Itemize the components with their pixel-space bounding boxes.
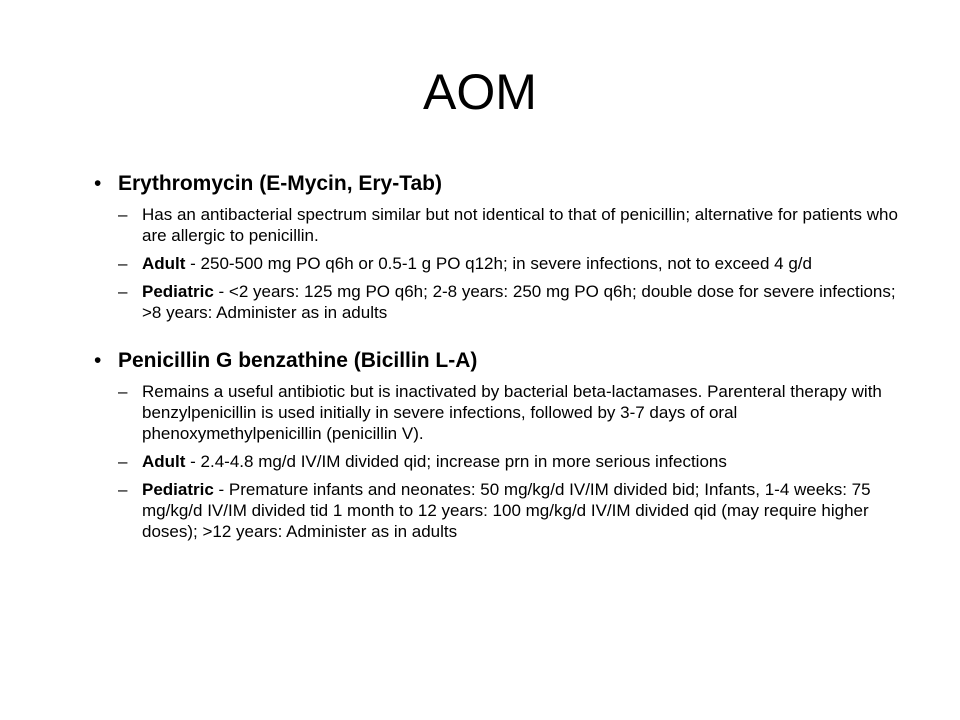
- list-item: [118, 281, 908, 323]
- item-lead: Pediatric: [142, 282, 214, 301]
- list-item: [118, 381, 908, 444]
- list-item: [118, 479, 908, 542]
- item-text: - Premature infants and neonates: 50 mg/kg/d IV/IM divided bid; Infants, 1-4 weeks: 75 mg/kg/d IV/IM divided tid 1 month to 12 years: 100 mg/kg/d IV/IM divided qid (may require higher doses); >12 years: Administer as in adults: [142, 480, 871, 541]
- item-text: Remains a useful antibiotic but is inactivated by bacterial beta-lactamases. Parenteral therapy with benzylpenicillin is used initially in severe infections, followed by 3-7 days of oral phenoxymethylpenicillin (penicillin V).: [142, 382, 882, 443]
- slide-title: AOM: [423, 64, 537, 120]
- bullet-icon: •: [94, 349, 102, 372]
- section-heading-text: Erythromycin (E-Mycin, Ery-Tab): [118, 172, 443, 195]
- dash-icon: –: [118, 205, 128, 224]
- item-text: Has an antibacterial spectrum similar but not identical to that of penicillin; alternative for patients who are allergic to penicillin.: [142, 205, 898, 245]
- list-item: [118, 253, 908, 274]
- list-item: [118, 204, 908, 246]
- dash-icon: –: [118, 382, 128, 401]
- item-text: - <2 years: 125 mg PO q6h; 2-8 years: 250 mg PO q6h; double dose for severe infections; >8 years: Administer as in adults: [142, 282, 896, 322]
- sub-list: [118, 381, 908, 542]
- item-text: - 2.4-4.8 mg/d IV/IM divided qid; increase prn in more serious infections: [185, 452, 727, 471]
- slide-content: [94, 170, 908, 549]
- item-lead: Pediatric: [142, 480, 214, 499]
- item-lead: Adult: [142, 452, 186, 471]
- item-lead: Adult: [142, 254, 186, 273]
- dash-icon: –: [118, 480, 128, 499]
- section-heading-text: Penicillin G benzathine (Bicillin L-A): [118, 349, 478, 372]
- list-item: [118, 451, 908, 472]
- section-erythromycin: [94, 170, 908, 323]
- section-heading: [94, 170, 908, 198]
- dash-icon: –: [118, 452, 128, 471]
- dash-icon: –: [118, 254, 128, 273]
- section-penicillin: [94, 347, 908, 542]
- sub-list: [118, 204, 908, 323]
- bullet-icon: •: [94, 172, 102, 195]
- dash-icon: –: [118, 282, 128, 301]
- item-text: - 250-500 mg PO q6h or 0.5-1 g PO q12h; in severe infections, not to exceed 4 g/d: [185, 254, 812, 273]
- section-heading: [94, 347, 908, 375]
